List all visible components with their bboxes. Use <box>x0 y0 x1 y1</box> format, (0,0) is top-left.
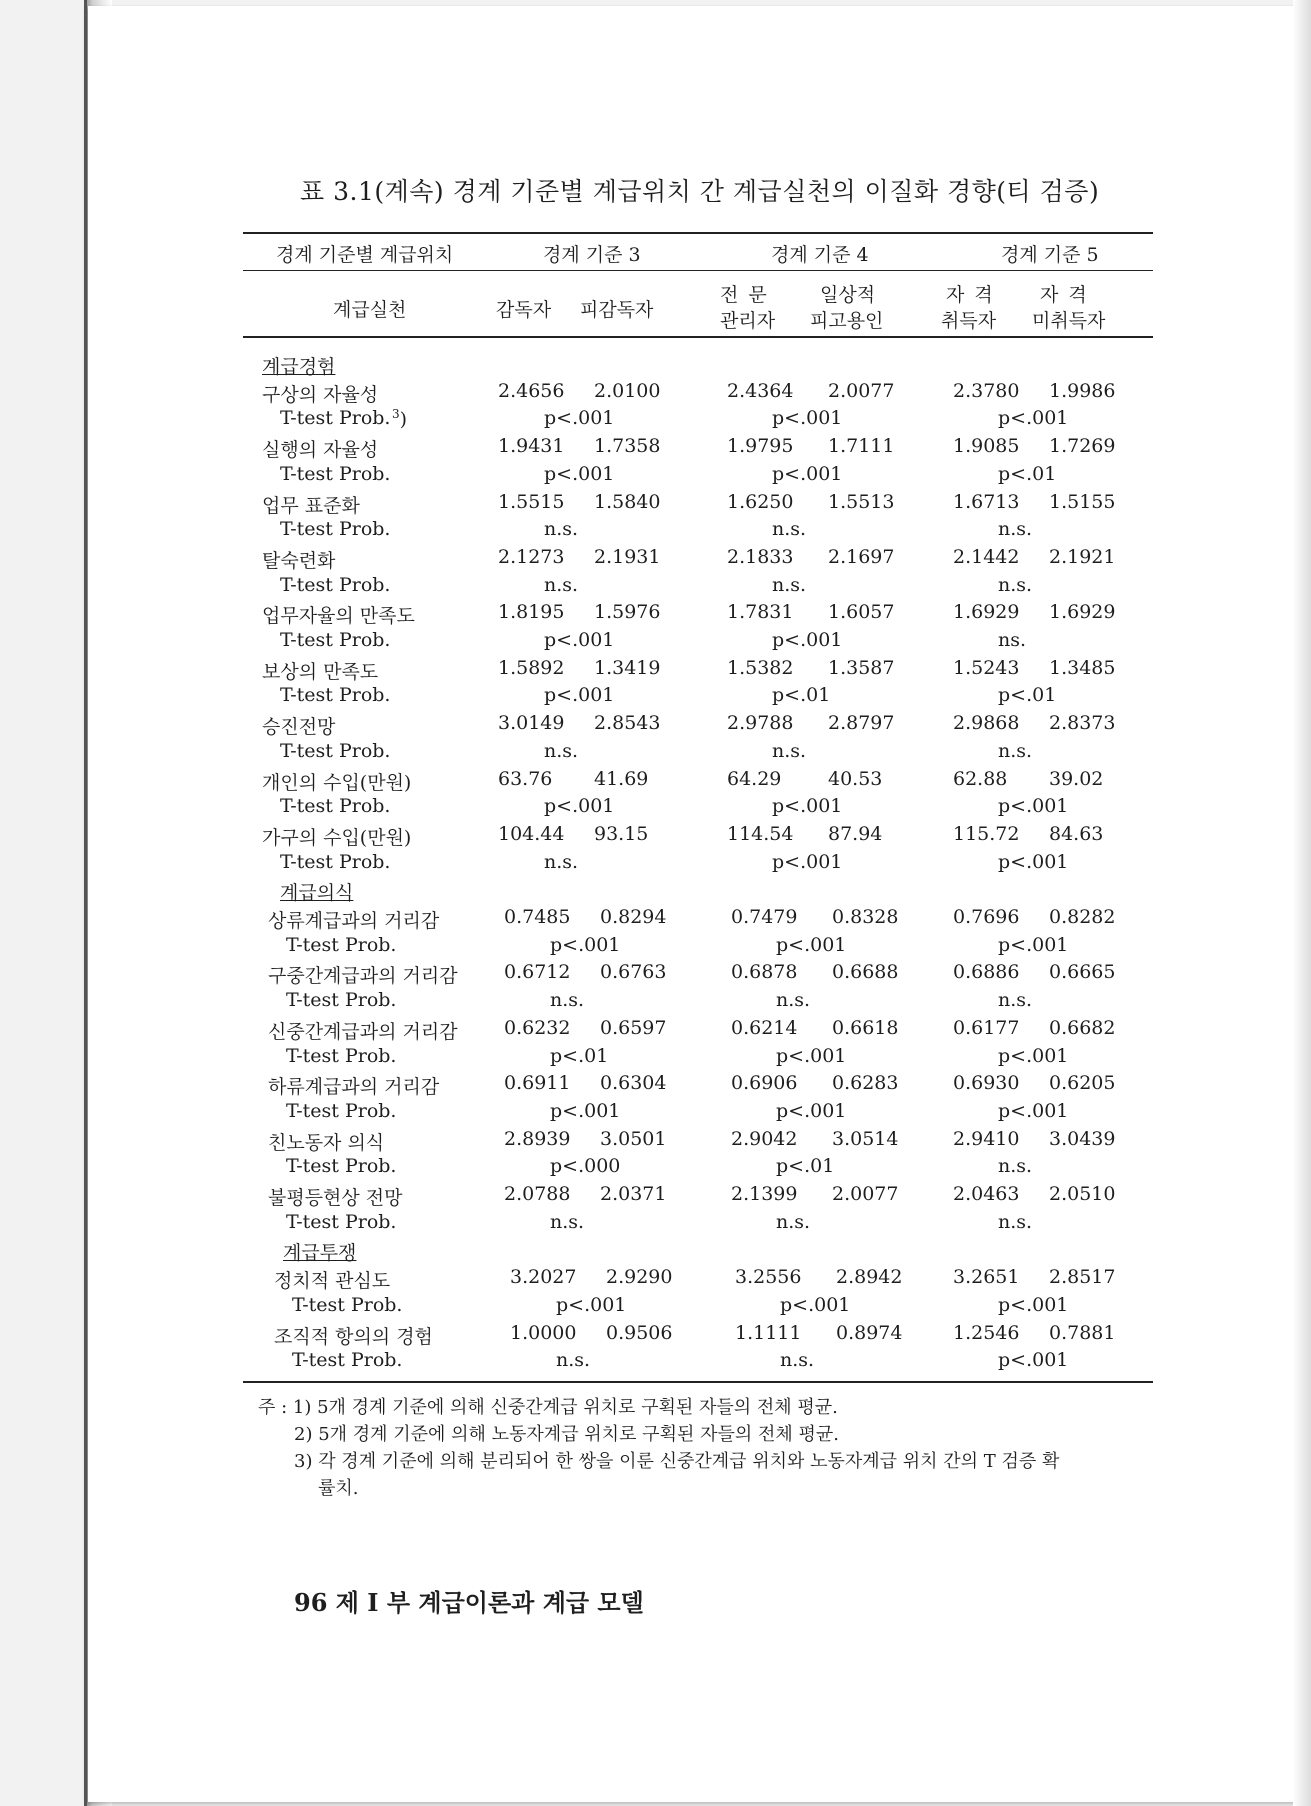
value-c3-left: 104.44 <box>498 822 565 845</box>
value-c5-right: 2.0510 <box>1049 1183 1116 1205</box>
value-c3-left: 1.9431 <box>498 435 565 458</box>
pvalue-c5: p<.001 <box>998 1349 1069 1372</box>
value-c5-right: 0.6665 <box>1049 961 1116 984</box>
header-c5-left-bottom: 취득자 <box>941 310 997 332</box>
pvalue-c3: n.s. <box>556 1349 591 1372</box>
value-c3-left: 1.8195 <box>498 601 565 624</box>
pvalue-c4: p<.001 <box>776 933 847 956</box>
value-c4-left: 114.54 <box>727 822 794 845</box>
value-c4-right: 2.0077 <box>832 1183 899 1205</box>
value-c5-left: 0.7696 <box>953 906 1020 928</box>
row-label: 업무자율의 만족도 <box>262 605 415 628</box>
value-c4-left: 1.9795 <box>727 435 794 458</box>
value-c4-left: 2.4364 <box>727 379 794 402</box>
value-c3-right: 2.0371 <box>600 1183 667 1205</box>
pvalue-c5: p<.001 <box>998 1293 1069 1316</box>
ttest-label: T-test Prob. <box>292 1349 403 1372</box>
pvalue-c3: p<.001 <box>550 933 621 956</box>
header-practice-label: 계급실천 <box>333 299 407 321</box>
table-caption: 표 3.1(계속) 경계 기준별 계급위치 간 계급실천의 이질화 경향(티 검증) <box>300 177 1100 206</box>
pvalue-c3: p<.001 <box>544 795 615 818</box>
pvalue-c3: p<.001 <box>544 407 615 430</box>
value-c4-left: 64.29 <box>727 767 782 790</box>
value-c3-right: 1.5976 <box>594 601 661 624</box>
value-c4-right: 40.53 <box>828 767 883 790</box>
value-c3-right: 1.7358 <box>594 435 661 458</box>
header-bottom-rule <box>243 336 1153 338</box>
header-criterion-5: 경계 기준 5 <box>1001 244 1099 266</box>
value-c5-right: 0.6682 <box>1049 1016 1116 1039</box>
value-c3-left: 1.0000 <box>510 1321 577 1344</box>
value-c5-left: 115.72 <box>953 822 1020 845</box>
row-label: 하류계급과의 거리감 <box>268 1076 440 1099</box>
value-c5-left: 0.6177 <box>953 1016 1020 1039</box>
pvalue-c3: p<.01 <box>550 1044 609 1067</box>
pvalue-c5: p<.001 <box>998 850 1069 873</box>
value-c3-right: 0.8294 <box>600 906 667 928</box>
section-heading: 계급투쟁 <box>283 1242 357 1265</box>
value-c4-left: 2.1833 <box>727 545 794 568</box>
value-c3-left: 0.6712 <box>504 961 571 984</box>
value-c4-left: 2.1399 <box>731 1183 798 1205</box>
pvalue-c4: p<.01 <box>776 1155 835 1178</box>
value-c4-left: 0.6878 <box>731 961 798 984</box>
section-heading: 계급경험 <box>262 356 336 378</box>
row-label: 신중간계급과의 거리감 <box>268 1020 458 1043</box>
ttest-label-footnote <box>392 407 407 430</box>
value-c4-left: 1.7831 <box>727 601 794 624</box>
book-page <box>88 6 1306 1802</box>
value-c3-right: 93.15 <box>594 822 649 845</box>
value-c3-left: 0.6232 <box>504 1016 571 1039</box>
value-c5-right: 1.6929 <box>1049 601 1116 624</box>
value-c5-right: 39.02 <box>1049 767 1104 790</box>
pvalue-c5: ns. <box>998 629 1027 651</box>
value-c4-right: 2.8797 <box>828 712 895 735</box>
ttest-label: T-test Prob. <box>286 1099 397 1122</box>
value-c4-right: 1.6057 <box>828 601 895 624</box>
ttest-label: T-test Prob. <box>280 407 391 430</box>
value-c4-right: 1.3587 <box>828 656 895 679</box>
header-position-label: 경계 기준별 계급위치 <box>276 244 454 266</box>
value-c5-right: 2.8373 <box>1049 712 1116 735</box>
value-c4-left: 2.9042 <box>731 1127 798 1150</box>
header-c5-right-bottom: 미취득자 <box>1032 310 1106 332</box>
value-c5-right: 2.8517 <box>1049 1266 1116 1289</box>
note-1: 주 : 1) 5개 경계 기준에 의해 신중간계급 위치로 구획된 자들의 전체 평균. <box>258 1397 838 1418</box>
page-right-edge <box>1293 0 1311 1806</box>
pvalue-c5: p<.001 <box>998 795 1069 818</box>
value-c4-right: 0.6688 <box>832 961 899 984</box>
value-c4-left: 1.5382 <box>727 656 794 679</box>
value-c3-right: 1.5840 <box>594 490 661 513</box>
row-label: 승진전망 <box>262 716 336 739</box>
value-c5-right: 1.9986 <box>1049 379 1116 402</box>
value-c5-left: 2.9410 <box>953 1127 1020 1150</box>
value-c4-left: 0.6214 <box>731 1016 798 1039</box>
value-c3-left: 63.76 <box>498 767 553 790</box>
pvalue-c4: n.s. <box>772 573 807 596</box>
value-c3-left: 1.5515 <box>498 490 565 513</box>
ttest-label: T-test Prob. <box>286 1210 397 1233</box>
pvalue-c3: p<.000 <box>550 1155 621 1178</box>
header-criterion-4: 경계 기준 4 <box>771 244 869 266</box>
value-c3-left: 1.5892 <box>498 656 565 679</box>
pvalue-c4: p<.01 <box>772 684 831 707</box>
header-c5-right-top: 자 격 <box>1040 284 1089 306</box>
value-c5-left: 2.3780 <box>953 379 1020 402</box>
value-c5-left: 1.6929 <box>953 601 1020 624</box>
value-c3-left: 3.0149 <box>498 712 565 735</box>
ttest-label: T-test Prob. <box>280 684 391 707</box>
header-c4-left-bottom: 관리자 <box>720 310 776 332</box>
table-notes <box>258 1394 1158 1502</box>
header-c3-left: 감독자 <box>496 299 552 321</box>
value-c3-right: 2.9290 <box>606 1266 673 1289</box>
value-c4-right: 0.8974 <box>836 1321 903 1344</box>
value-c4-left: 0.6906 <box>731 1072 798 1095</box>
pvalue-c4: p<.001 <box>776 1044 847 1067</box>
pvalue-c4: p<.001 <box>772 629 843 651</box>
row-label: 구중간계급과의 거리감 <box>268 965 458 988</box>
value-c5-right: 1.5155 <box>1049 490 1116 513</box>
pvalue-c5: n.s. <box>998 1210 1033 1233</box>
value-c4-right: 2.0077 <box>828 379 895 402</box>
pvalue-c4: p<.001 <box>772 795 843 818</box>
value-c4-right: 0.8328 <box>832 906 899 928</box>
footnote-mark: 3 <box>392 407 400 422</box>
note-3: 3) 각 경계 기준에 의해 분리되어 한 쌍을 이룬 신중간계급 위치와 노동자계급 위치 간의 T 검증 확 <box>294 1451 1060 1472</box>
value-c3-left: 2.4656 <box>498 379 565 402</box>
pvalue-c4: n.s. <box>772 518 807 541</box>
pvalue-c5: n.s. <box>998 739 1033 762</box>
pvalue-c3: p<.001 <box>544 462 615 485</box>
header-criterion-3: 경계 기준 3 <box>543 244 641 266</box>
note-3-continued: 률치. <box>318 1478 359 1499</box>
value-c4-right: 2.1697 <box>828 545 895 568</box>
value-c3-right: 2.0100 <box>594 379 661 402</box>
pvalue-c3: n.s. <box>550 1210 585 1233</box>
value-c5-left: 62.88 <box>953 767 1008 790</box>
value-c4-left: 1.1111 <box>735 1321 802 1344</box>
ttest-label: T-test Prob. <box>280 518 391 541</box>
row-label: 조직적 항의의 경험 <box>274 1325 433 1348</box>
value-c5-left: 1.2546 <box>953 1321 1020 1344</box>
pvalue-c3: n.s. <box>550 989 585 1012</box>
pvalue-c4: n.s. <box>780 1349 815 1372</box>
pvalue-c4: p<.001 <box>780 1293 851 1316</box>
pvalue-c5: p<.01 <box>998 462 1057 485</box>
value-c5-right: 3.0439 <box>1049 1127 1116 1150</box>
note-2: 2) 5개 경계 기준에 의해 노동자계급 위치로 구획된 자들의 전체 평균. <box>294 1424 839 1445</box>
value-c5-right: 2.1921 <box>1049 545 1116 568</box>
value-c3-left: 2.1273 <box>498 545 565 568</box>
value-c3-right: 0.6597 <box>600 1016 667 1039</box>
value-c3-left: 0.7485 <box>504 906 571 928</box>
row-label: 업무 표준화 <box>262 494 360 517</box>
ttest-label: T-test Prob. <box>286 933 397 956</box>
pvalue-c5: p<.001 <box>998 1099 1069 1122</box>
value-c3-right: 0.6304 <box>600 1072 667 1095</box>
row-label: 개인의 수입(만원) <box>262 771 412 794</box>
pvalue-c4: p<.001 <box>772 850 843 873</box>
pvalue-c5: p<.001 <box>998 407 1069 430</box>
value-c5-right: 0.8282 <box>1049 906 1116 928</box>
pvalue-c5: n.s. <box>998 989 1033 1012</box>
pvalue-c5: p<.001 <box>998 1044 1069 1067</box>
pvalue-c4: p<.001 <box>772 407 843 430</box>
ttest-label: T-test Prob. <box>286 1044 397 1067</box>
value-c5-right: 0.7881 <box>1049 1321 1116 1344</box>
value-c3-left: 2.8939 <box>504 1127 571 1150</box>
section-heading: 계급의식 <box>280 882 354 905</box>
value-c3-right: 0.9506 <box>606 1321 673 1344</box>
pvalue-c3: p<.001 <box>550 1099 621 1122</box>
value-c4-right: 0.6283 <box>832 1072 899 1095</box>
row-label: 실행의 자율성 <box>262 439 379 462</box>
pvalue-c4: n.s. <box>776 989 811 1012</box>
value-c5-right: 84.63 <box>1049 822 1104 845</box>
value-c5-left: 0.6930 <box>953 1072 1020 1095</box>
ttest-label: T-test Prob. <box>280 462 391 485</box>
value-c4-right: 1.5513 <box>828 490 895 513</box>
pvalue-c3: n.s. <box>544 518 579 541</box>
value-c5-right: 1.3485 <box>1049 656 1116 679</box>
value-c3-right: 2.1931 <box>594 545 661 568</box>
pvalue-c5: n.s. <box>998 573 1033 596</box>
value-c3-right: 1.3419 <box>594 656 661 679</box>
ttest-label: T-test Prob. <box>292 1293 403 1316</box>
value-c3-right: 0.6763 <box>600 961 667 984</box>
value-c5-left: 1.5243 <box>953 656 1020 679</box>
header-c4-left-top: 전 문 <box>720 284 769 306</box>
ttest-label: T-test Prob. <box>286 989 397 1012</box>
pvalue-c4: p<.001 <box>772 462 843 485</box>
value-c3-left: 2.0788 <box>504 1183 571 1205</box>
row-label: 상류계급과의 거리감 <box>268 910 440 932</box>
row-label: 정치적 관심도 <box>274 1270 391 1293</box>
value-c5-left: 0.6886 <box>953 961 1020 984</box>
value-c4-left: 2.9788 <box>727 712 794 735</box>
ttest-label: T-test Prob. <box>280 573 391 596</box>
row-label: 구상의 자율성 <box>262 383 379 406</box>
value-c5-right: 1.7269 <box>1049 435 1116 458</box>
header-c5-left-top: 자 격 <box>946 284 995 306</box>
value-c3-right: 41.69 <box>594 767 649 790</box>
value-c5-left: 1.6713 <box>953 490 1020 513</box>
value-c4-left: 0.7479 <box>731 906 798 928</box>
value-c3-right: 3.0501 <box>600 1127 667 1150</box>
value-c4-left: 3.2556 <box>735 1266 802 1289</box>
row-label: 탈숙련화 <box>262 549 336 572</box>
value-c5-left: 3.2651 <box>953 1266 1020 1289</box>
header-c4-right-bottom: 피고용인 <box>810 310 884 332</box>
pvalue-c3: n.s. <box>544 850 579 873</box>
header-mid-rule <box>243 270 1153 271</box>
pvalue-c3: p<.001 <box>544 684 615 707</box>
page-footer: 96 제 I 부 계급이론과 계급 모델 <box>294 1588 644 1617</box>
pvalue-c3: n.s. <box>544 739 579 762</box>
value-c3-left: 0.6911 <box>504 1072 571 1095</box>
footnote-paren: ) <box>399 408 408 431</box>
value-c4-left: 1.6250 <box>727 490 794 513</box>
ttest-label: T-test Prob. <box>280 629 391 651</box>
pvalue-c4: n.s. <box>776 1210 811 1233</box>
ttest-label: T-test Prob. <box>280 739 391 762</box>
value-c5-left: 2.1442 <box>953 545 1020 568</box>
value-c5-right: 0.6205 <box>1049 1072 1116 1095</box>
value-c5-left: 2.9868 <box>953 712 1020 735</box>
book-spine-edge <box>84 0 87 1806</box>
value-c4-right: 3.0514 <box>832 1127 899 1150</box>
value-c4-right: 1.7111 <box>828 435 895 458</box>
value-c5-left: 1.9085 <box>953 435 1020 458</box>
pvalue-c3: p<.001 <box>556 1293 627 1316</box>
value-c4-right: 87.94 <box>828 822 883 845</box>
row-label: 보상의 만족도 <box>262 660 379 683</box>
value-c5-left: 2.0463 <box>953 1183 1020 1205</box>
header-c3-right: 피감독자 <box>580 299 654 321</box>
ttest-label: T-test Prob. <box>280 795 391 818</box>
pvalue-c3: p<.001 <box>544 629 615 651</box>
table-top-rule <box>243 232 1153 234</box>
row-label: 친노동자 의식 <box>268 1131 385 1154</box>
value-c3-left: 3.2027 <box>510 1266 577 1289</box>
header-c4-right-top: 일상적 <box>820 284 876 306</box>
value-c3-right: 2.8543 <box>594 712 661 735</box>
pvalue-c5: n.s. <box>998 1155 1033 1178</box>
pvalue-c5: p<.001 <box>998 933 1069 956</box>
row-label: 불평등현상 전망 <box>268 1187 403 1209</box>
table-bottom-rule <box>243 1381 1153 1383</box>
ttest-label: T-test Prob. <box>280 850 391 873</box>
pvalue-c5: p<.01 <box>998 684 1057 707</box>
row-label: 가구의 수입(만원) <box>262 826 412 849</box>
pvalue-c3: n.s. <box>544 573 579 596</box>
pvalue-c4: p<.001 <box>776 1099 847 1122</box>
pvalue-c4: n.s. <box>772 739 807 762</box>
ttest-label: T-test Prob. <box>286 1155 397 1178</box>
value-c4-right: 2.8942 <box>836 1266 903 1289</box>
value-c4-right: 0.6618 <box>832 1016 899 1039</box>
pvalue-c5: n.s. <box>998 518 1033 541</box>
